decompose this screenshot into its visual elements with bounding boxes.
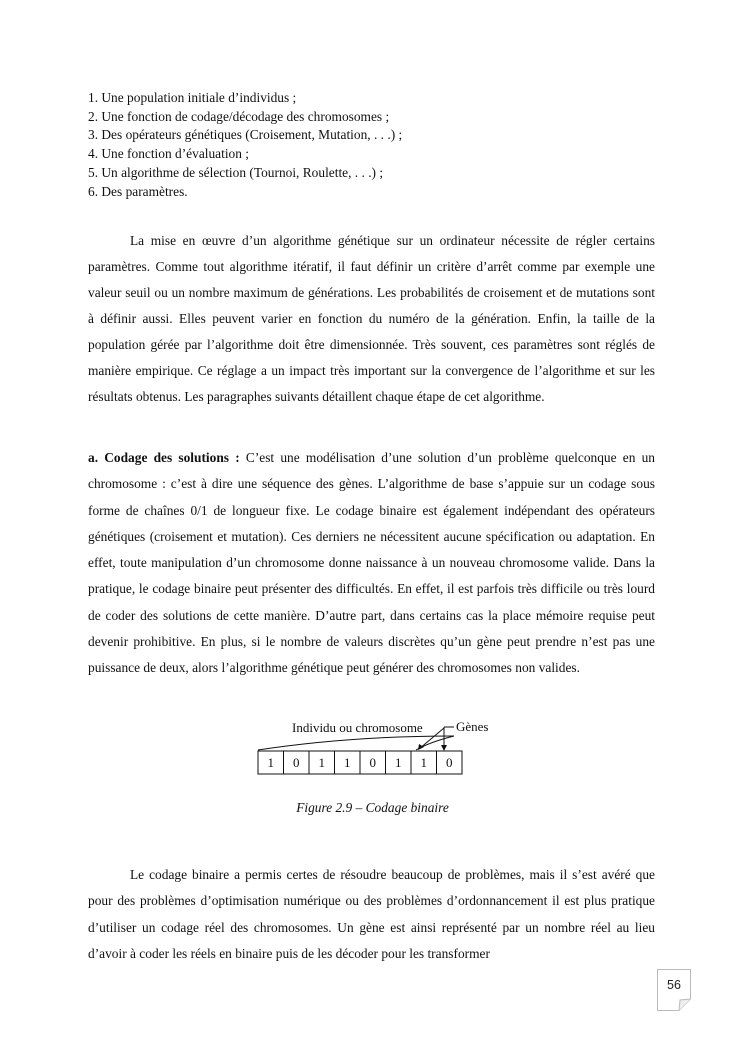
section-text: C’est une modélisation d’une solution d’un problème quelconque en un chromosome : c’est à dire une séquence des gènes. L’algorithme de base s’appuie sur un codage sous forme de chaînes 0/1 de longueur fixe. Le codage binaire est également indépendant des opérateurs génétiques (croisement et mutation). Ces derniers ne nécessitent aucune spécification ou adaptation. En effet, toute manipulation d’un chromosome donne naissance à un nouveau chromosome valide. Dans la pratique, le codage binaire peut présenter des difficultés. En effet, il est parfois très difficile ou très lourd de coder des solutions de cette manière. D’autre part, dans certains cas la place mémoire requise peut devenir prohibitive. En plus, si le nombre de valeurs discrètes qu’un gène peut prendre n’est pas une puissance de deux, alors l’algorithme génétique peut générer des chromosomes non valides. — [88, 450, 656, 676]
paragraph-parameters: La mise en œuvre d’un algorithme génétique sur un ordinateur nécessite de régler certains paramètres. Comme tout algorithme itératif, il faut définir un critère d’arrêt comme par exemple une valeur seuil ou un nombre maximum de générations. Les probabilités de croisement et de mutations sont à définir aussi. Elles peuvent varier en fonction du numéro de la génération. Enfin, la taille de la population gérée par l’algorithme doit être dimensionnée. Très souvent, ces paramètres sont réglés de manière empirique. Ce réglage a un impact très important sur la convergence de l’algorithme et sur les résultats obtenus. Les paragraphes suivants détaillent chaque étape de cet algorithme. — [88, 233, 655, 404]
chromosome-brace — [258, 736, 454, 750]
binary-coding-figure — [240, 714, 510, 784]
list-item: 4. Une fonction d’évaluation ; — [88, 146, 250, 162]
bit-value: 1 — [267, 755, 274, 770]
bit-value: 1 — [344, 755, 351, 770]
list-item: 3. Des opérateurs génétiques (Croisement, Mutation, . . .) ; — [88, 127, 403, 143]
page-number: 56 — [667, 978, 681, 992]
genes-pointer-diagonal — [419, 728, 444, 749]
bit-value: 1 — [420, 755, 427, 770]
genes-arrow-2 — [418, 744, 424, 750]
section-heading: a. Codage des solutions : — [88, 450, 240, 465]
bit-value: 0 — [446, 755, 453, 770]
bit-value: 1 — [318, 755, 325, 770]
genes-label: Gènes — [456, 719, 489, 734]
bit-value: 0 — [293, 755, 300, 770]
figure-caption: Figure 2.9 – Codage binaire — [296, 800, 449, 815]
list-item: 2. Une fonction de codage/décodage des chromosomes ; — [88, 108, 390, 124]
paragraph-coding-solutions — [88, 445, 655, 682]
individu-label: Individu ou chromosome — [292, 720, 423, 735]
bit-value: 1 — [395, 755, 402, 770]
requirements-list — [88, 89, 668, 201]
genes-arrow-1 — [441, 745, 447, 751]
bit-value: 0 — [369, 755, 376, 770]
list-item: 5. Un algorithme de sélection (Tournoi, Roulette, . . .) ; — [88, 164, 384, 180]
list-item: 6. Des paramètres. — [88, 183, 188, 199]
list-item: 1. Une population initiale d’individus ; — [88, 90, 297, 105]
paragraph-real-coding: Le codage binaire a permis certes de résoudre beaucoup de problèmes, mais il s’est avéré que pour des problèmes d’optimisation numérique ou des problèmes d’ordonnancement il est plus pratique d’utiliser un codage réel des chromosomes. Un gène est ainsi représenté par un nombre réel au lieu d’avoir à coder les réels en binaire puis de les décoder pour les transformer — [88, 867, 655, 962]
